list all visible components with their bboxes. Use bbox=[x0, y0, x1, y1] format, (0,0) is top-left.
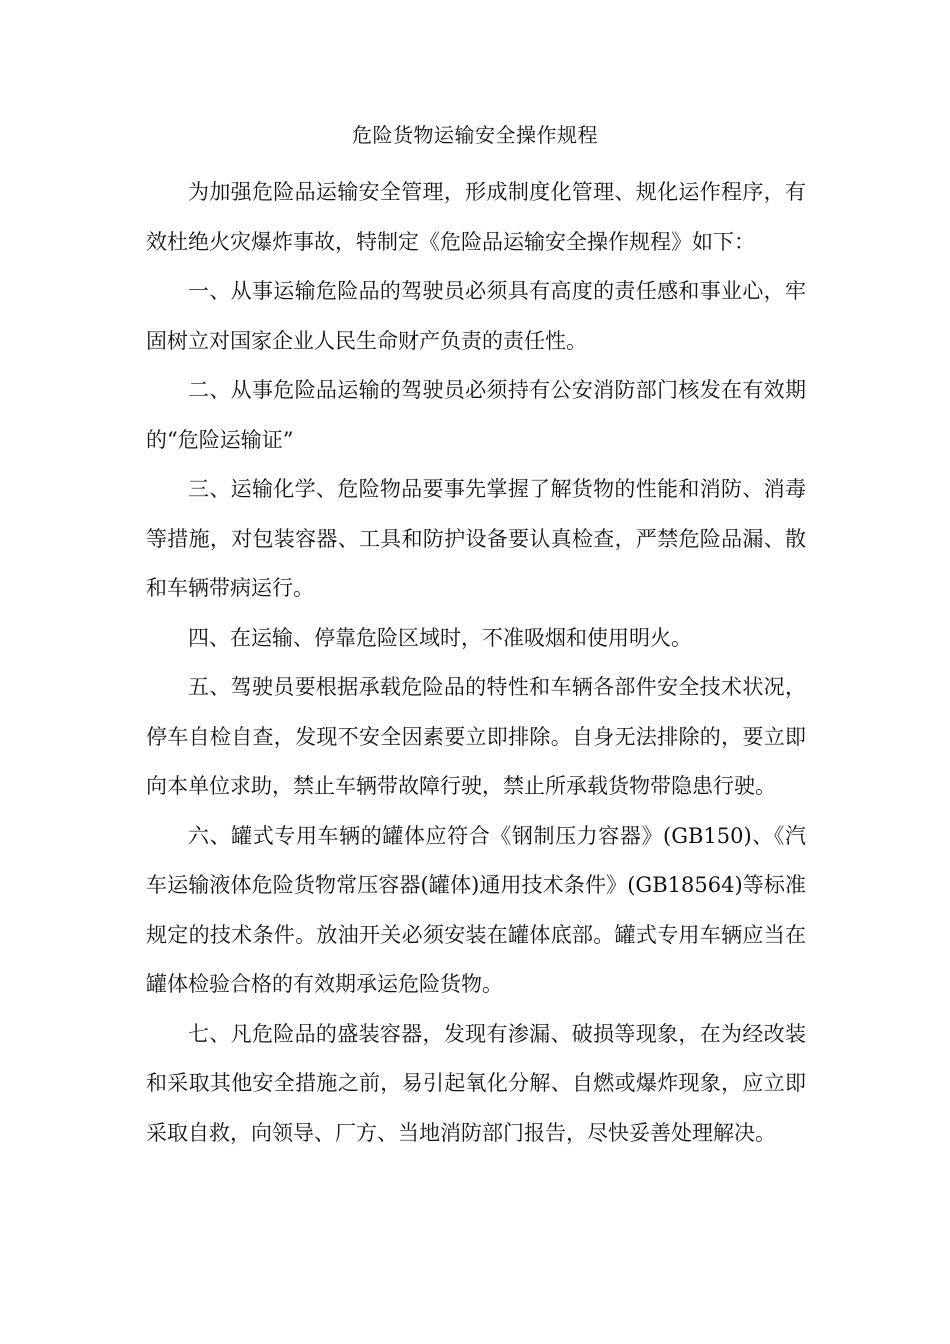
paragraph-rule-4: 四、在运输、停靠危险区域时，不准吸烟和使用明火。 bbox=[188, 625, 692, 650]
paragraph-rule-6: 六、罐式专用车辆的罐体应符合《钢制压力容器》(GB150)、《汽车运输液体危险货物常压容器(罐体)通用技术条件》(GB18564)等标准规定的技术条件。放油开关必须安装在罐体底部。罐式专用车辆应当在罐体检验合格的有效期承运危险货物。 bbox=[146, 823, 806, 996]
paragraph-rule-5: 五、驾驶员要根据承载危险品的特性和车辆各部件安全技术状况，停车自检自查，发现不安全因素要立即排除。自身无法排除的，要立即向本单位求助，禁止车辆带故障行驶，禁止所承载货物带隐患行驶。 bbox=[146, 675, 806, 798]
paragraph-intro: 为加强危险品运输安全管理，形成制度化管理、规化运作程序，有效杜绝火灾爆炸事故，特制定《危险品运输安全操作规程》如下： bbox=[146, 180, 806, 254]
document-body bbox=[146, 168, 806, 1158]
paragraph-rule-2: 二、从事危险品运输的驾驶员必须持有公安消防部门核发在有效期的“危险运输证” bbox=[146, 378, 806, 452]
paragraph-rule-1: 一、从事运输危险品的驾驶员必须具有高度的责任感和事业心，牢固树立对国家企业人民生命财产负责的责任性。 bbox=[146, 279, 806, 353]
paragraph-rule-3: 三、运输化学、危险物品要事先掌握了解货物的性能和消防、消毒等措施，对包装容器、工具和防护设备要认真检查，严禁危险品漏、散和车辆带病运行。 bbox=[146, 477, 806, 600]
paragraph-rule-7: 七、凡危险品的盛装容器，发现有渗漏、破损等现象，在为经改装和采取其他安全措施之前，易引起氧化分解、自燃或爆炸现象，应立即采取自救，向领导、厂方、当地消防部门报告，尽快妥善处理解决。 bbox=[146, 1021, 806, 1145]
document-title: 危险货物运输安全操作规程 bbox=[352, 123, 598, 147]
